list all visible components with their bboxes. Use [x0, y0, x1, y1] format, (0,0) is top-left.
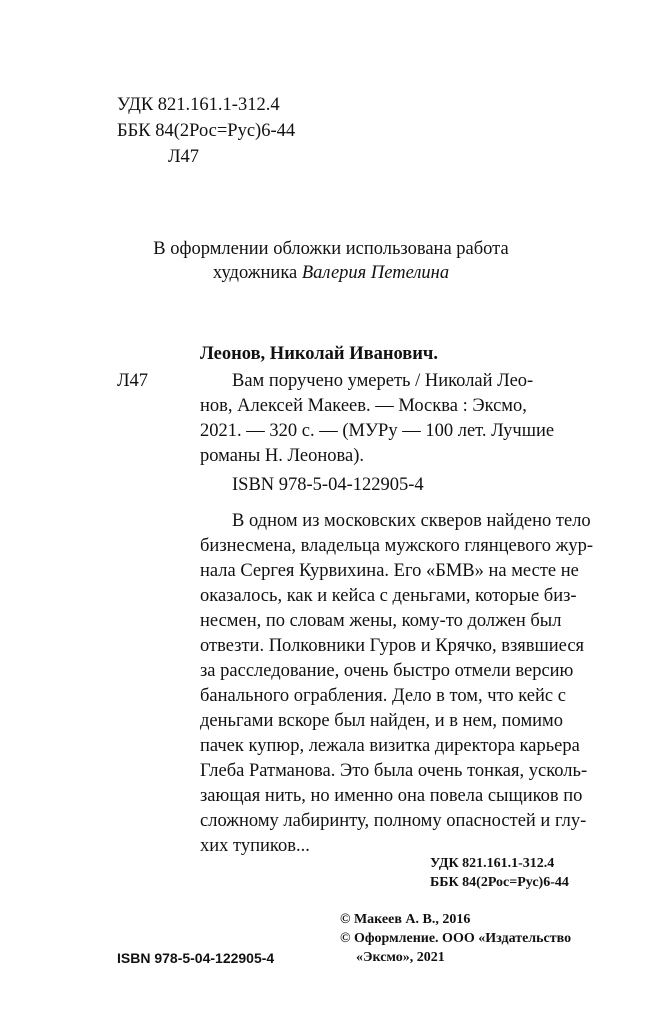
annotation-line: отвезти. Полковники Гуров и Крячко, взявшиеся [200, 636, 585, 656]
author-mark-top: Л47 [168, 147, 200, 167]
catalog-author-mark: Л47 [117, 371, 149, 391]
copyright-author: © Макеев А. В., 2016 [340, 912, 471, 927]
annotation-line: сложному лабиринту, полному опасностей и глу- [200, 811, 587, 831]
cover-note-prefix: художника [212, 263, 302, 283]
catalog-desc-line: романы Н. Леонова). [200, 446, 365, 466]
catalog-desc-line: Вам поручено умереть / Николай Лео- [232, 371, 534, 391]
udk-code-bottom: УДК 821.161.1-312.4 [430, 856, 555, 871]
bbk-code-top: ББК 84(2Рос=Рус)6-44 [117, 121, 296, 141]
isbn-bottom: ISBN 978-5-04-122905-4 [117, 950, 275, 966]
bbk-code-bottom: ББК 84(2Рос=Рус)6-44 [430, 875, 569, 890]
annotation-line: оказалось, как и кейса с деньгами, которые биз- [200, 586, 577, 606]
udk-code-top: УДК 821.161.1-312.4 [117, 95, 280, 115]
annotation-line: нала Сергея Курвихина. Его «БМВ» на месте не [200, 561, 579, 581]
catalog-desc-line: 2021. — 320 с. — (МУРу — 100 лет. Лучшие [200, 421, 555, 441]
annotation-line: бизнесмена, владельца мужского глянцевого жур- [200, 536, 594, 556]
annotation-line: за расследование, очень быстро отмели версию [200, 661, 574, 681]
annotation-line: деньгами вскоре был найден, и в нем, помимо [200, 711, 564, 731]
annotation-line: В одном из московских скверов найдено тело [232, 511, 591, 531]
cover-artist-name: Валерия Петелина [301, 263, 450, 283]
annotation-line: зающая нить, но именно она повела сыщиков по [200, 786, 583, 806]
annotation-line: банального ограбления. Дело в том, что кейс с [200, 686, 566, 706]
catalog-desc-line: нов, Алексей Макеев. — Москва : Эксмо, [200, 396, 527, 416]
catalog-heading: Леонов, Николай Иванович. [200, 344, 438, 364]
copyright-design: © Оформление. ООО «Издательство [340, 931, 572, 946]
copyright-publisher: «Эксмо», 2021 [356, 950, 445, 965]
catalog-isbn: ISBN 978-5-04-122905-4 [232, 475, 424, 495]
annotation-line: пачек купюр, лежала визитка директора карьера [200, 736, 580, 756]
annotation-line: хих тупиков... [200, 836, 310, 856]
cover-note-line2 [0, 263, 662, 284]
annotation-line: Глеба Ратманова. Это была очень тонкая, усколь- [200, 761, 588, 781]
annotation-line: несмен, по словам жены, кому-то должен был [200, 611, 562, 631]
cover-note-line1: В оформлении обложки использована работа [153, 239, 509, 259]
